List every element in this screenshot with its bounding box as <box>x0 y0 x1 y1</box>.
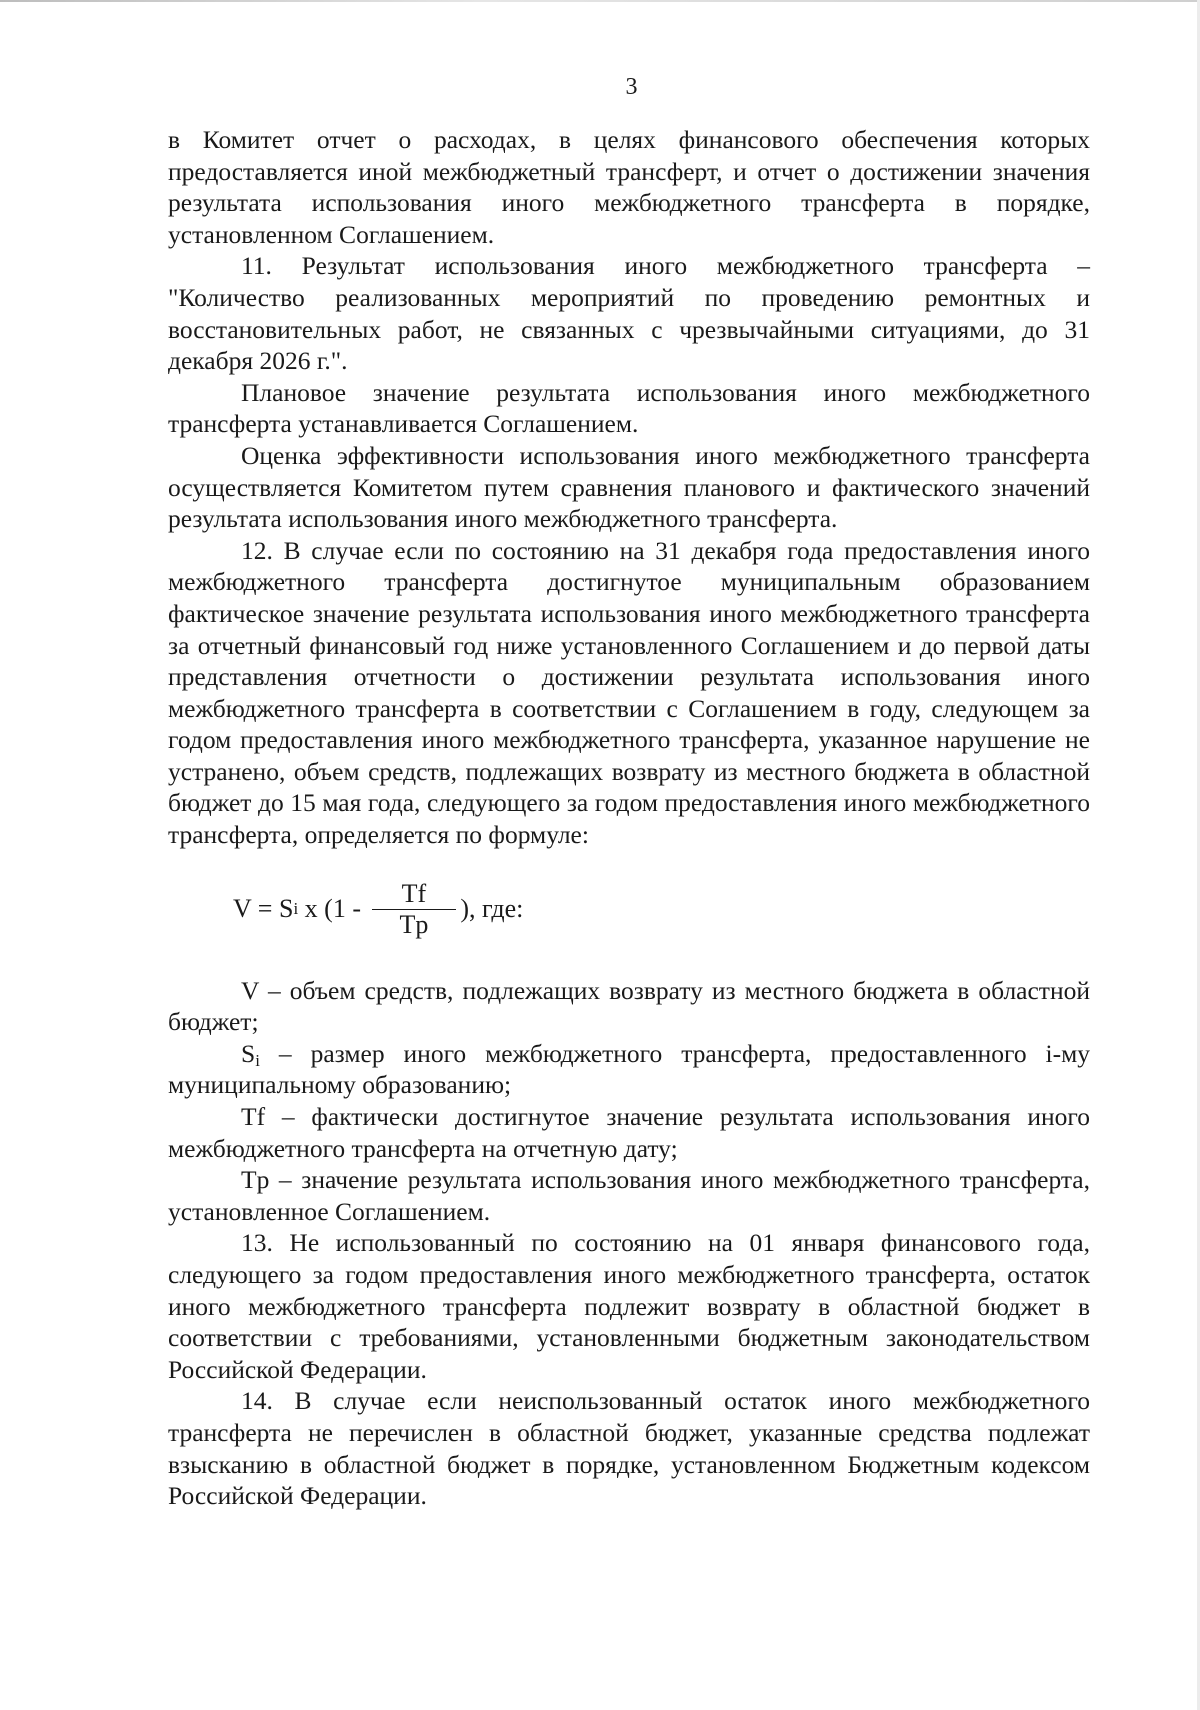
formula-tail: ), где: <box>460 894 524 924</box>
page-number: 3 <box>625 74 638 100</box>
formula-denominator: Tp <box>372 909 457 940</box>
definition-s-symbol: S <box>241 1038 256 1068</box>
formula-block <box>168 855 1090 975</box>
paragraph-11: 11. Результат использования иного межбюджетного трансферта – "Количество реализованных мероприятий по проведению ремонтных и восстановительных работ, не связанных с чрезвычайными ситуациями, до 31 декабря 2026 г.". <box>168 251 1090 376</box>
formula-fraction <box>372 879 457 940</box>
scan-edge-top <box>0 0 1200 2</box>
definition-v: V – объем средств, подлежащих возврату из местного бюджета в областной бюджет; <box>168 975 1090 1037</box>
definition-s-subscript: i <box>255 1050 260 1070</box>
paragraph-11-plan: Плановое значение результата использования иного межбюджетного трансферта устанавливается Соглашением. <box>168 377 1090 439</box>
paragraph-12: 12. В случае если по состоянию на 31 декабря года предоставления иного межбюджетного трансферта достигнутое муниципальным образованием фактическое значение результата использования иного межбюджетного трансферта за отчетный финансовый год ниже установленного Соглашением и до первой даты представления отчетности о достижении результата использования иного межбюджетного трансферта в соответствии с Соглашением в году, следующем за годом предоставления иного межбюджетного трансферта, указанное нарушение не устранено, объем средств, подлежащих возврату из местного бюджета в областной бюджет до 15 мая года, следующего за годом предоставления иного межбюджетного трансферта, определяется по формуле: <box>168 535 1090 850</box>
definition-tp: Tp – значение результата использования иного межбюджетного трансферта, установленное Соглашением. <box>168 1165 1090 1226</box>
definition-s <box>168 1038 1090 1101</box>
paragraph-13: 13. Не использованный по состоянию на 01 января финансового года, следующего за годом предоставления иного межбюджетного трансферта, остаток иного межбюджетного трансферта подлежит возврату в областной бюджет в соответствии с требованиями, установленными бюджетным законодательством Российской Федерации. <box>168 1228 1090 1384</box>
paragraph-14: 14. В случае если неиспользованный остаток иного межбюджетного трансферта не перечислен в областной бюджет, указанные средства подлежат взысканию в областной бюджет в порядке, установленном Бюджетным кодексом Российской Федерации. <box>168 1386 1090 1511</box>
formula: V = S i x (1 - $\frac{Tf}{Tp}$ ), где: <box>233 878 524 939</box>
formula-numerator: Tf <box>401 878 427 908</box>
formula-mid: x (1 - <box>298 894 368 924</box>
formula-lhs: V = S <box>233 894 294 924</box>
document-body <box>168 124 1090 1512</box>
definition-tf: Tf – фактически достигнутое значение результата использования иного межбюджетного трансферта на отчетную дату; <box>168 1102 1090 1163</box>
paragraph-11-evaluation: Оценка эффективности использования иного межбюджетного трансферта осуществляется Комитетом путем сравнения планового и фактического значений результата использования иного межбюджетного трансферта. <box>168 440 1090 534</box>
definition-s-text: – размер иного межбюджетного трансферта, предоставленного i-му муниципальному образованию; <box>168 1038 1090 1100</box>
paragraph-continuation: в Комитет отчет о расходах, в целях финансового обеспечения которых предоставляется иной межбюджетный трансферт, и отчет о достижении значения результата использования иного межбюджетного трансферта в порядке, установленном Соглашением. <box>168 125 1090 249</box>
